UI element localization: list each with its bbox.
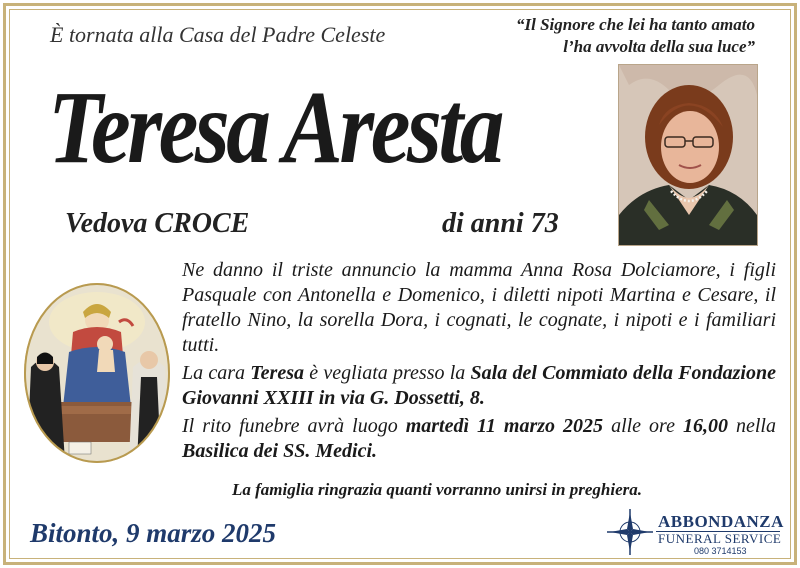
brand-subtitle: FUNERAL SERVICE [658, 531, 782, 546]
rite-pre2: nella [727, 415, 776, 437]
madonna-holy-card [23, 282, 171, 464]
rite-date: martedì 11 marzo 2025 [405, 415, 604, 437]
brand-name: ABBONDANZA [658, 512, 784, 531]
age: di anni 73 [442, 208, 559, 239]
portrait-illustration [619, 65, 757, 245]
widow-of: Vedova CROCE [65, 208, 250, 239]
deceased-name: Teresa Aresta [48, 70, 502, 185]
compass-star-icon [606, 508, 654, 556]
vigil-name: Teresa [250, 362, 304, 384]
vigil-place: Sala del Commiato della Fondazione Giovanni XXIII in via G. Dossetti, 8. [182, 362, 776, 409]
announcement-text [182, 258, 776, 464]
funeral-service-logo [604, 506, 784, 558]
family-thanks: La famiglia ringrazia quanti vorranno unirsi in preghiera. [232, 480, 642, 499]
rite-time: 16,00 [682, 415, 728, 437]
holy-card-illustration [23, 282, 171, 464]
rite-pre: Il rito funebre avrà luogo [182, 415, 406, 437]
quote-line-2: l’ha avvolta della sua luce” [563, 37, 755, 56]
vigil-paragraph [182, 361, 776, 411]
family-paragraph: Ne danno il triste annuncio la mamma Anna Rosa Dolciamore, i figli Pasquale con Antonella e Domenico, i diletti nipoti Martina e Cesare, il fratello Nino, la sorella Dora, i cognati, le cognate, i nipoti e i familiari tutti. [182, 259, 776, 356]
quote-line-1: “Il Signore che lei ha tanto amato [516, 15, 755, 34]
rite-place: Basilica dei SS. Medici. [182, 440, 377, 462]
vigil-mid: è vegliata presso la [303, 362, 471, 384]
returned-line: È tornata alla Casa del Padre Celeste [50, 22, 386, 47]
rite-mid: alle ore [603, 415, 683, 437]
brand-phone: 080 3714153 [694, 546, 747, 556]
place-date: Bitonto, 9 marzo 2025 [30, 518, 277, 548]
rite-paragraph [182, 414, 776, 464]
vigil-pre: La cara [182, 362, 251, 384]
bible-quote [475, 14, 755, 58]
portrait-photo [618, 64, 758, 246]
